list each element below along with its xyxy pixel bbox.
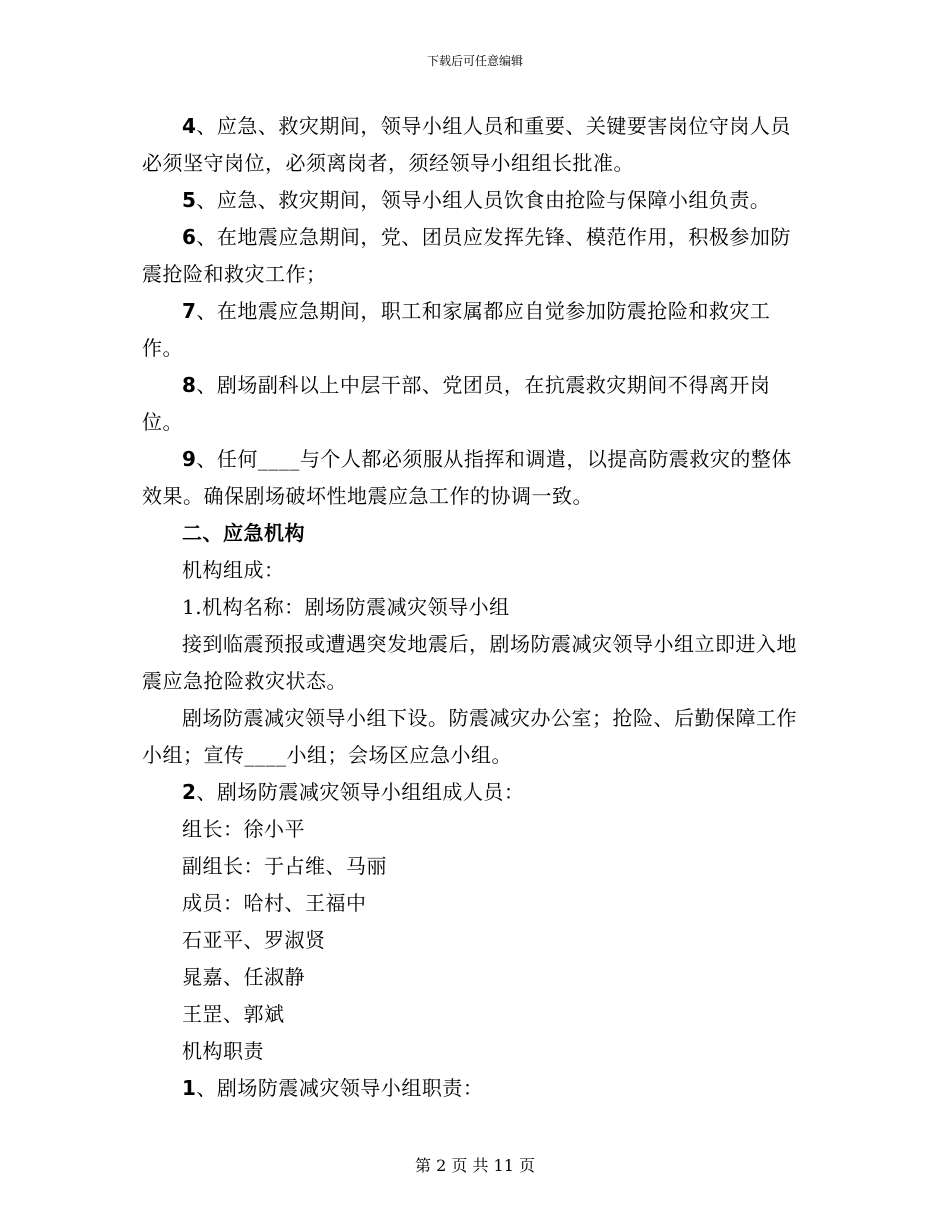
paragraph-text: 、剧场防震减灾领导小组职责： — [196, 1076, 484, 1100]
paragraph-text: 、任何____与个人都必须服从指挥和调遣，以提高防震救灾的整体效果。确保剧场破坏性地震应急工作的协调一致。 — [142, 447, 792, 508]
paragraph-text: 、剧场防震减灾领导小组组成人员： — [196, 780, 525, 804]
paragraph-text: 、在地震应急期间，党、团员应发挥先锋、模范作用，积极参加防震抢险和救灾工作； — [142, 225, 791, 286]
organization-name-item: 1.机构名称：剧场防震减灾领导小组 — [182, 595, 510, 619]
duty-heading — [142, 1070, 810, 1107]
members-line: 晁嘉、任淑静 — [182, 965, 305, 989]
subsection-label: 机构职责 — [182, 1039, 264, 1063]
leader-line: 组长：徐小平 — [182, 817, 305, 841]
paragraph-7 — [142, 293, 810, 367]
paragraph-text: 、应急、救灾期间，领导小组人员饮食由抢险与保障小组负责。 — [196, 188, 771, 212]
paragraph-text: 、在地震应急期间，职工和家属都应自觉参加防震抢险和救灾工作。 — [142, 299, 771, 360]
members-line: 王罡、郭斌 — [182, 1002, 285, 1026]
members-line: 成员：哈村、王福中 — [182, 891, 367, 915]
paragraph-6 — [142, 219, 810, 293]
item-number: 7 — [182, 299, 197, 323]
item-number: 8 — [182, 373, 197, 397]
structure-paragraph: 剧场防震减灾领导小组下设。防震减灾办公室；抢险、后勤保障工作小组；宣传____小组；会场区应急小组。 — [142, 706, 797, 767]
item-number: 5 — [182, 188, 197, 212]
members-heading — [142, 774, 810, 811]
paragraph-text: 、应急、救灾期间，领导小组人员和重要、关键要害岗位守岗人员必须坚守岗位，必须离岗者，须经领导小组组长批准。 — [142, 114, 791, 175]
paragraph-text: 、剧场副科以上中层干部、党团员，在抗震救灾期间不得离开岗位。 — [142, 373, 771, 434]
page-header-note: 下载后可任意编辑 — [426, 54, 523, 68]
activation-paragraph: 接到临震预报或遭遇突发地震后，剧场防震减灾领导小组立即进入地震应急抢险救灾状态。 — [142, 632, 797, 693]
subsection-label: 机构组成： — [182, 558, 285, 582]
item-number: 1 — [182, 1076, 197, 1100]
page-number: 第 2 页 共 11 页 — [415, 1156, 535, 1175]
item-number: 2 — [182, 780, 197, 804]
paragraph-9 — [142, 441, 810, 515]
item-number: 6 — [182, 225, 197, 249]
paragraph-4 — [142, 108, 810, 182]
item-number: 4 — [182, 114, 197, 138]
deputy-line: 副组长：于占维、马丽 — [182, 854, 387, 878]
document-body — [142, 108, 810, 1107]
paragraph-8 — [142, 367, 810, 441]
section-heading: 二、应急机构 — [182, 521, 305, 545]
paragraph-5 — [142, 182, 810, 219]
item-number: 9 — [182, 447, 197, 471]
members-line: 石亚平、罗淑贤 — [182, 928, 326, 952]
